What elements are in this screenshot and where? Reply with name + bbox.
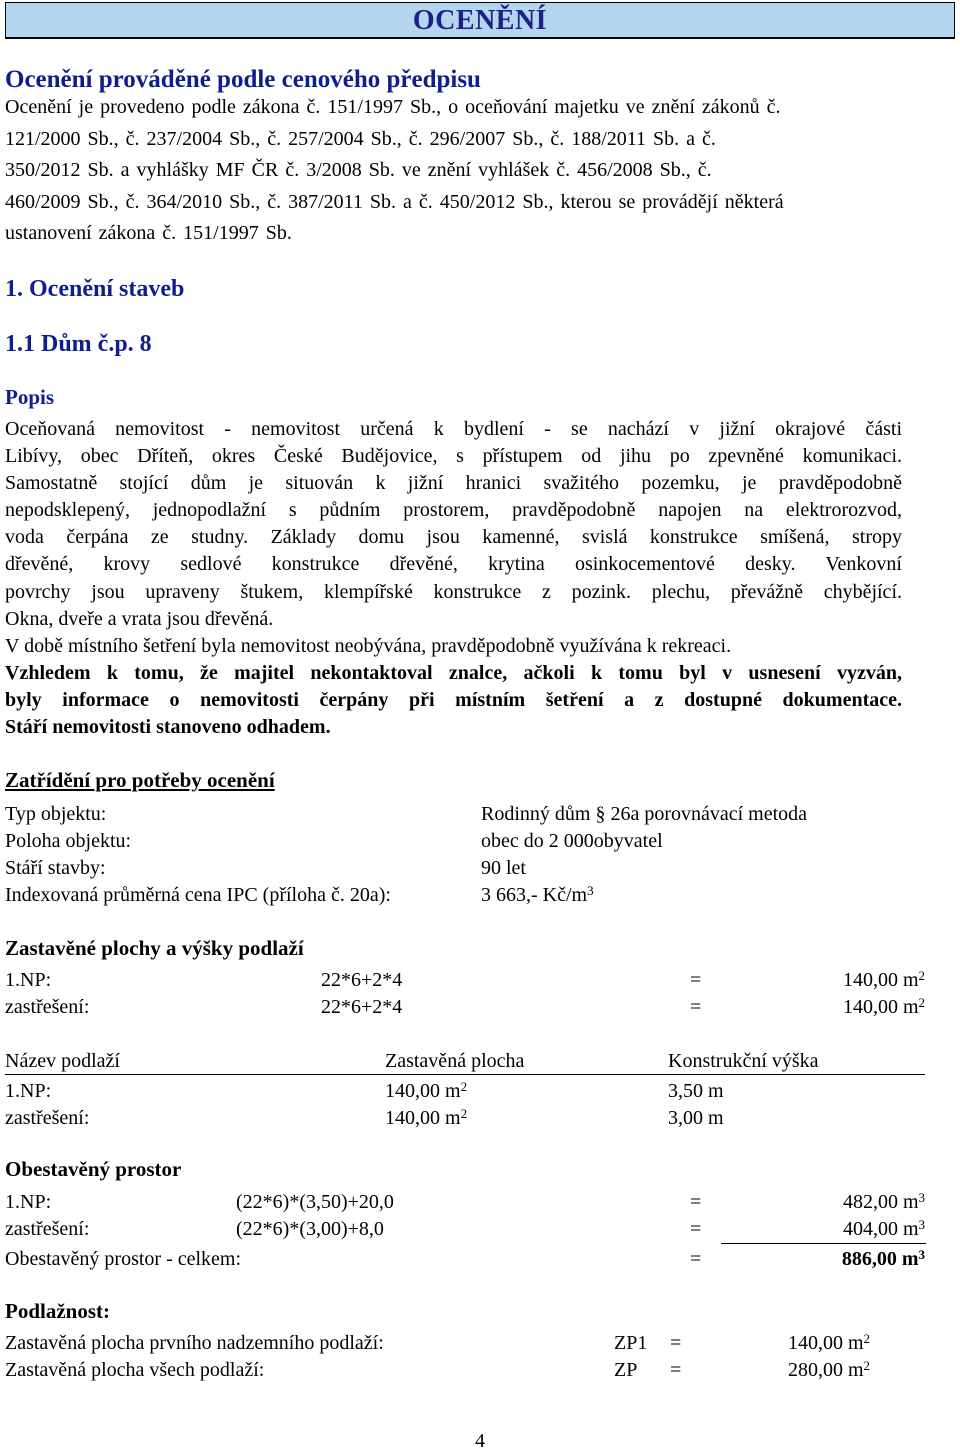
value-text: 140,00 m xyxy=(842,969,919,991)
classification-value: Rodinný dům § 26a porovnávací metoda xyxy=(481,803,808,825)
built-area-formula: 22*6+2*4 xyxy=(321,969,403,991)
volume-total-eq: = xyxy=(690,1248,702,1270)
classification-label: Poloha objektu: xyxy=(5,830,132,852)
popis-bold-line: byly informace o nemovitosti čerpány při místním šetření a z dostupné dokumentace. xyxy=(5,688,902,711)
floor-ratio-heading: Podlažnost: xyxy=(5,1299,110,1323)
volume-sum-rule xyxy=(721,1243,926,1244)
popis-line: nepodsklepený, jednopodlažní s půdním prostorem, pravděpodobně napojen na elektrorozvod, xyxy=(5,499,902,522)
intro-paragraph xyxy=(5,92,900,250)
floors-table-header: Konstrukční výška xyxy=(668,1050,819,1072)
classification-label: Typ objektu: xyxy=(5,803,107,825)
floor-ratio-eq: = xyxy=(670,1359,682,1381)
unit-exponent: 2 xyxy=(863,1358,870,1373)
unit-exponent: 2 xyxy=(918,968,925,983)
value-text: 404,00 m xyxy=(842,1218,919,1240)
unit-exponent: 3 xyxy=(587,883,594,898)
unit-exponent: 2 xyxy=(863,1331,870,1346)
volume-value xyxy=(843,1216,925,1242)
volume-heading: Obestavěný prostor xyxy=(5,1157,182,1181)
popis-line: dřevěné, krovy sedlové konstrukce dřevěné, krytina osinkocementové desky. Venkovní xyxy=(5,553,902,576)
intro-line: 350/2012 Sb. a vyhlášky MF ČR č. 3/2008 Sb. ve znění vyhlášek č. 456/2008 Sb., č. xyxy=(5,159,712,182)
floors-table-header: Zastavěná plocha xyxy=(385,1050,525,1072)
floors-table-cell: 1.NP: xyxy=(5,1080,52,1102)
classification-value: obec do 2 000obyvatel xyxy=(481,830,663,852)
floors-table-cell: zastřešení: xyxy=(5,1107,90,1129)
value-text: 3 663,- Kč/m xyxy=(481,884,588,906)
value-text: 140,00 m xyxy=(385,1080,461,1102)
volume-name: 1.NP: xyxy=(5,1191,52,1213)
built-area-value xyxy=(843,994,925,1020)
popis-line: povrchy jsou upraveny štukem, klempířské konstrukce z pozink. plechu, převážně chybějící. xyxy=(5,580,902,603)
floor-ratio-code: ZP xyxy=(614,1359,638,1381)
volume-value xyxy=(843,1189,925,1215)
built-area-eq: = xyxy=(690,969,702,991)
built-areas-heading: Zastavěné plochy a výšky podlaží xyxy=(5,936,304,960)
volume-eq: = xyxy=(690,1191,702,1213)
classification-label: Stáří stavby: xyxy=(5,857,106,879)
floor-ratio-eq: = xyxy=(670,1332,682,1354)
built-area-formula: 22*6+2*4 xyxy=(321,996,403,1018)
popis-label: Popis xyxy=(5,385,55,409)
volume-total-value xyxy=(842,1246,925,1272)
volume-name: zastřešení: xyxy=(5,1218,90,1240)
built-area-value xyxy=(843,967,925,993)
built-area-eq: = xyxy=(690,996,702,1018)
classification-value xyxy=(481,882,594,908)
intro-line: Ocenění je provedeno podle zákona č. 151/1997 Sb., o oceňování majetku ve znění zákonů č. xyxy=(5,96,781,118)
popis-line: Okna, dveře a vrata jsou dřevěná. xyxy=(5,607,274,630)
intro-line: 121/2000 Sb., č. 237/2004 Sb., č. 257/2004 Sb., č. 296/2007 Sb., č. 188/2011 Sb. a č. xyxy=(5,127,716,150)
unit-exponent: 3 xyxy=(918,1190,925,1205)
floor-ratio-code: ZP1 xyxy=(614,1332,648,1354)
volume-formula: (22*6)*(3,50)+20,0 xyxy=(236,1191,394,1213)
floor-ratio-label: Zastavěná plocha prvního nadzemního podlaží: xyxy=(5,1332,384,1354)
popis-line: V době místního šetření byla nemovitost neobývána, pravděpodobně využívána k rekreaci. xyxy=(5,634,732,657)
floor-ratio-value xyxy=(788,1357,870,1383)
built-area-name: zastřešení: xyxy=(5,996,90,1018)
unit-exponent: 2 xyxy=(460,1106,468,1121)
value-text: 140,00 m xyxy=(787,1332,864,1354)
unit-exponent: 3 xyxy=(918,1217,925,1232)
floors-table-rule xyxy=(5,1074,925,1075)
classification-label: Indexovaná průměrná cena IPC (příloha č. 20a): xyxy=(5,884,391,906)
popis-bold-line: Vzhledem k tomu, že majitel nekontaktoval znalce, ačkoli k tomu byl v usnesení vyzván, xyxy=(5,661,902,684)
page-number: 4 xyxy=(475,1430,485,1452)
popis-line: Libívy, obec Dříteň, okres České Budějovice, s přístupem od jihu po zpevněné komunikaci. xyxy=(5,445,902,468)
floors-table-header: Název podlaží xyxy=(5,1050,120,1072)
value-text: 482,00 m xyxy=(842,1191,919,1213)
floors-table-cell xyxy=(385,1105,467,1131)
section-banner xyxy=(5,2,955,39)
unit-exponent: 3 xyxy=(918,1247,925,1262)
volume-eq: = xyxy=(690,1218,702,1240)
popis-line: Oceňovaná nemovitost - nemovitost určená k bydlení - se nachází v jižní okrajové části xyxy=(5,418,902,440)
classification-heading: Zatřídění pro potřeby ocenění xyxy=(5,768,275,792)
floors-table-cell xyxy=(385,1078,467,1104)
floors-table-cell: 3,50 m xyxy=(668,1080,724,1102)
intro-line: ustanovení zákona č. 151/1997 Sb. xyxy=(5,222,292,245)
floors-table-cell: 3,00 m xyxy=(668,1107,724,1129)
floor-ratio-label: Zastavěná plocha všech podlaží: xyxy=(5,1359,265,1381)
value-text: 140,00 m xyxy=(385,1107,461,1129)
value-text: 140,00 m xyxy=(842,996,919,1018)
unit-exponent: 2 xyxy=(460,1079,468,1094)
popis-line: Samostatně stojící dům je situován k jižní hranici svažitého pozemku, je pravděpodobně xyxy=(5,472,902,495)
heading-house: 1.1 Dům č.p. 8 xyxy=(5,331,152,357)
built-area-name: 1.NP: xyxy=(5,969,52,991)
classification-value: 90 let xyxy=(481,857,526,879)
heading-buildings: 1. Ocenění staveb xyxy=(5,276,185,302)
popis-bold-line: Stáří nemovitosti stanoveno odhadem. xyxy=(5,716,331,739)
intro-line: 460/2009 Sb., č. 364/2010 Sb., č. 387/2011 Sb. a č. 450/2012 Sb., kterou se provádějí některá xyxy=(5,190,784,213)
value-text: 886,00 m xyxy=(841,1248,919,1270)
volume-total-name: Obestavěný prostor - celkem: xyxy=(5,1248,242,1270)
volume-formula: (22*6)*(3,00)+8,0 xyxy=(236,1218,384,1240)
popis-paragraph xyxy=(5,416,902,741)
floor-ratio-value xyxy=(788,1330,870,1356)
popis-line: voda čerpána ze studny. Základy domu jsou kamenné, svislá konstrukce smíšená, stropy xyxy=(5,526,902,549)
banner-title: OCENĚNÍ xyxy=(412,5,548,36)
value-text: 280,00 m xyxy=(787,1359,864,1381)
section-title: Ocenění prováděné podle cenového předpisu xyxy=(5,66,481,93)
unit-exponent: 2 xyxy=(918,995,925,1010)
